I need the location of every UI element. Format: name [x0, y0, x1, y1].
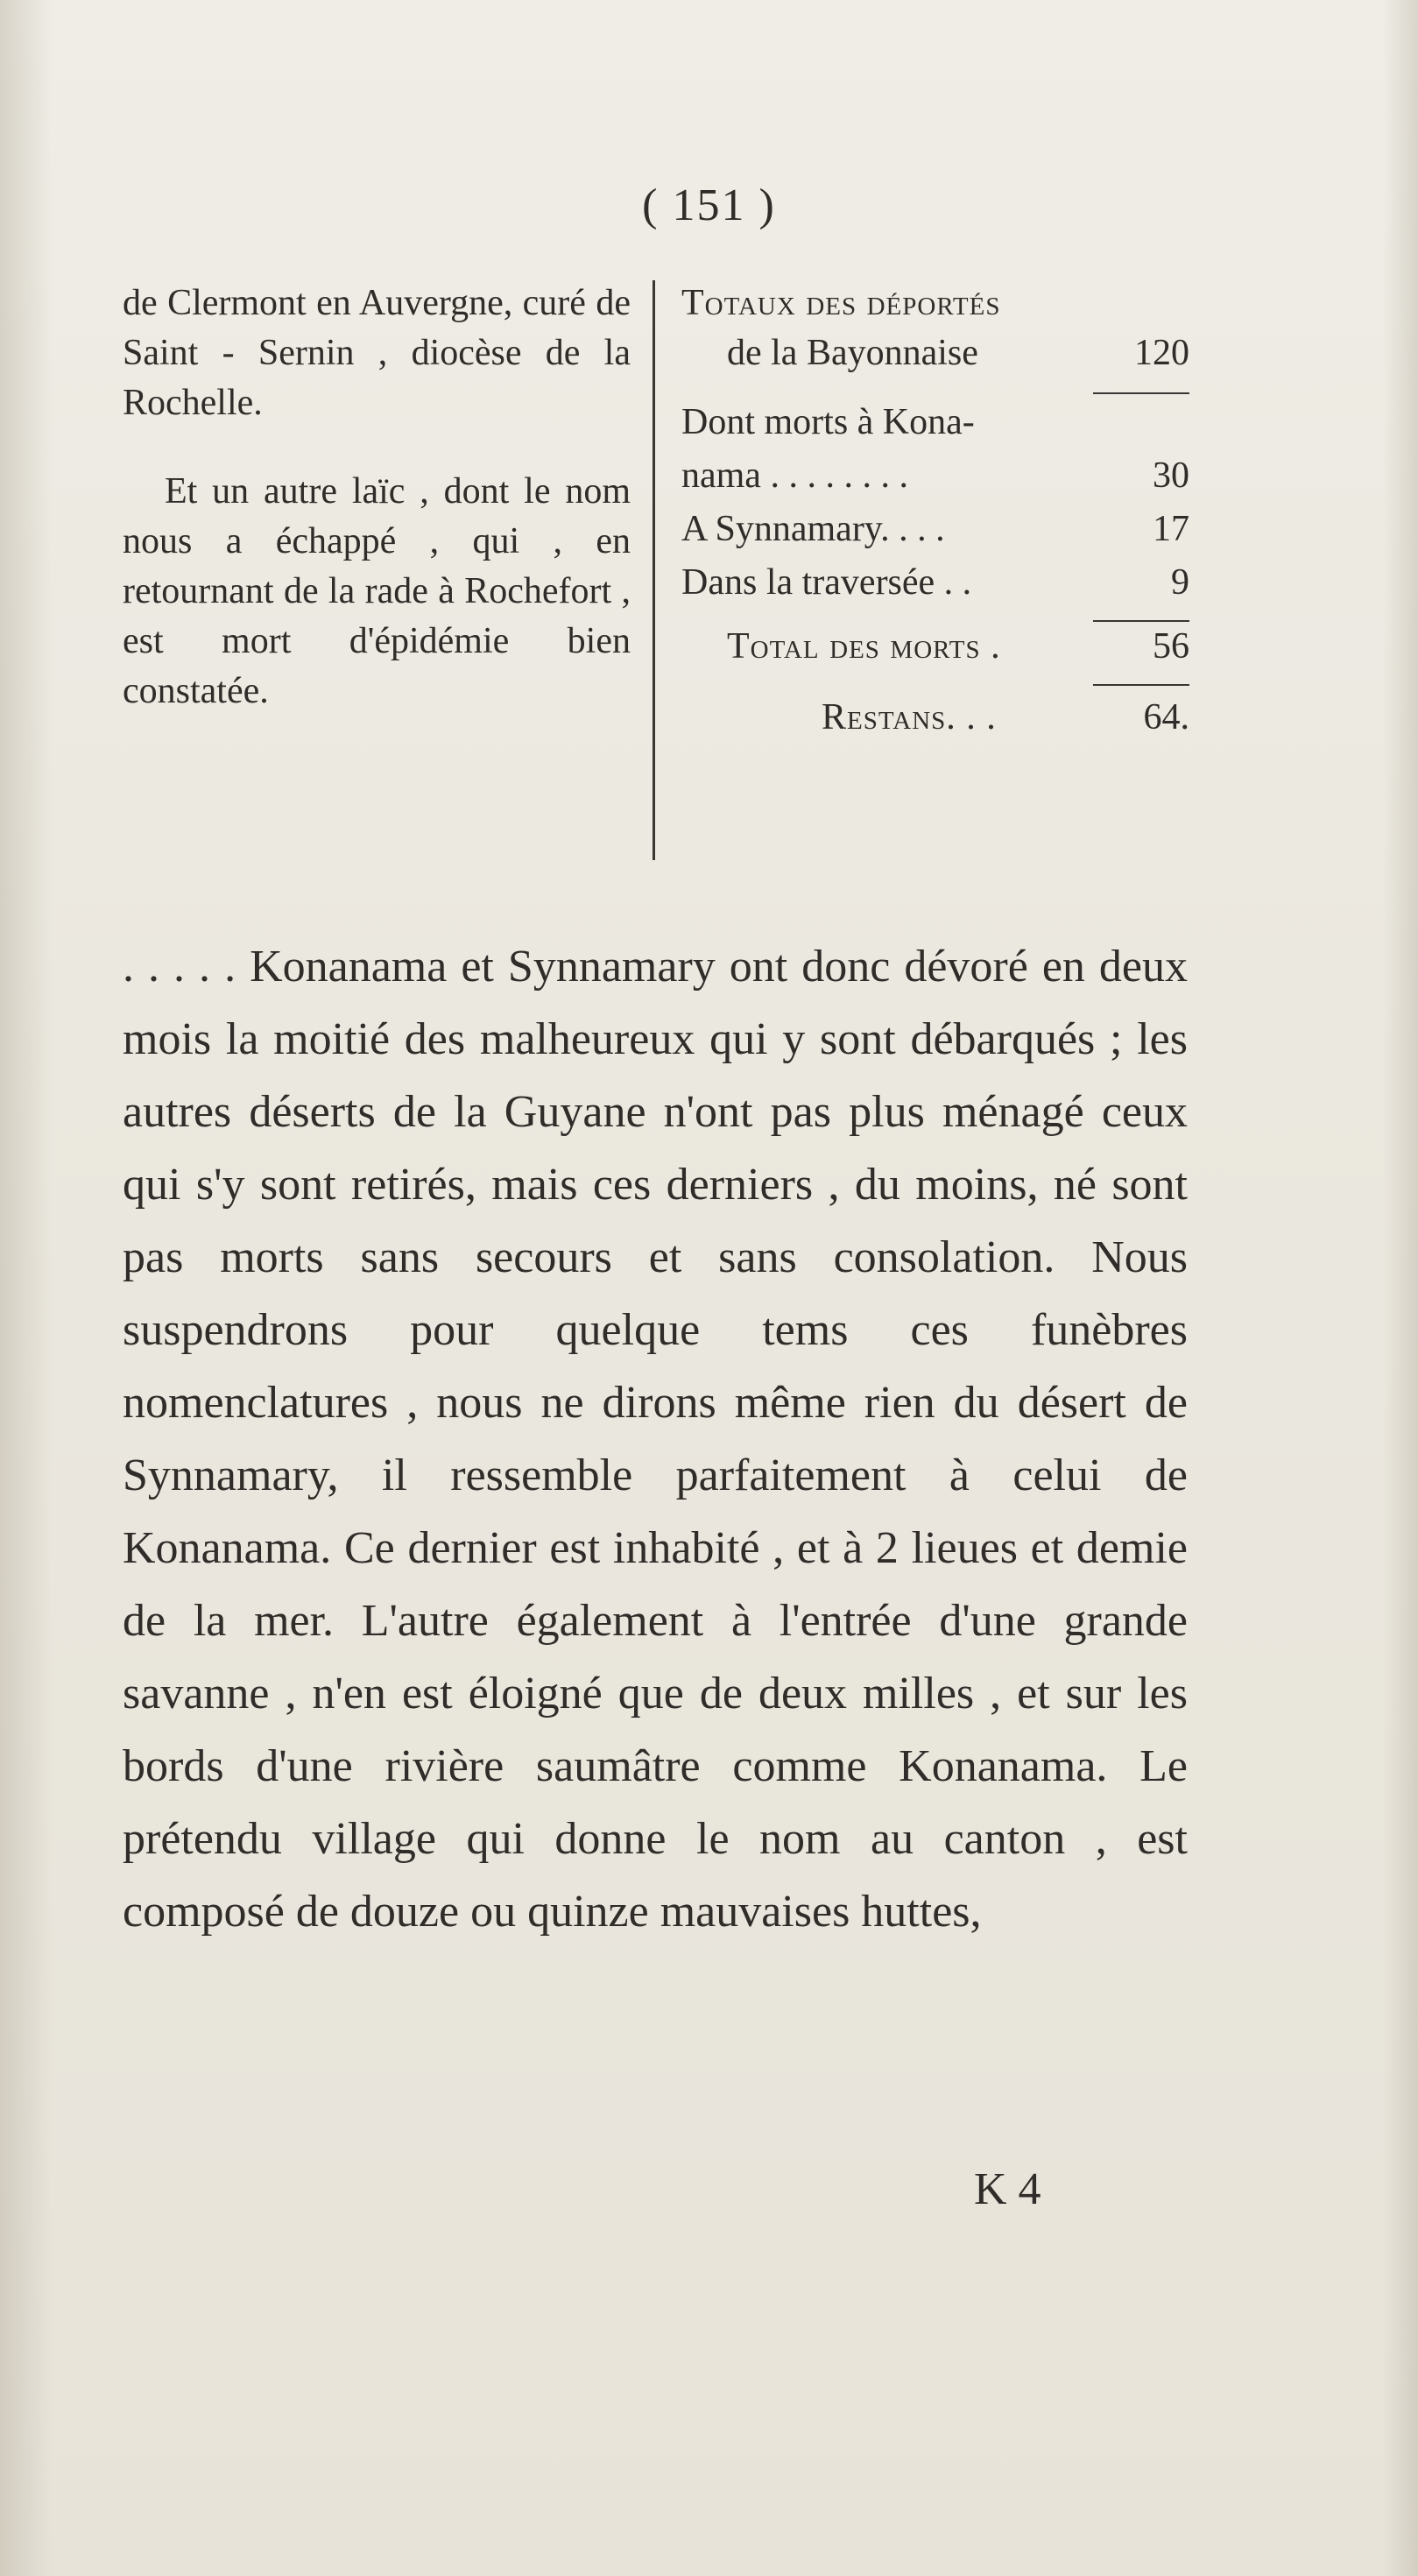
left-column-para-2: Et un autre laïc , dont le nom nous a échappé , qui , en retournant de la rade à Rochefort , est mort d'épidémie bien constatée.: [123, 471, 631, 711]
page-edge-shadow-right: [1383, 0, 1418, 2576]
tally-total-deportes-value: 120: [1134, 333, 1189, 373]
tally-total-morts-row: [681, 622, 1189, 672]
tally-total-morts-label: Total des morts .: [727, 626, 1001, 667]
tally-traversee-value: 9: [1171, 562, 1189, 603]
column-divider-rule: [653, 280, 655, 860]
tally-synnamary-label: A Synnamary. . . .: [681, 509, 945, 549]
tally-total-morts-value: 56: [1153, 626, 1189, 667]
page-edge-shadow-left: [0, 0, 53, 2576]
tally-restans-row: [681, 693, 1189, 743]
tally-dont-line-1: Dont morts à Kona-: [681, 402, 975, 442]
tally-restans-label: Restans. . .: [822, 697, 997, 738]
right-column-tally: [681, 279, 1189, 743]
signature-mark: K 4: [974, 2164, 1041, 2214]
tally-restans-value: 64.: [1143, 697, 1189, 738]
main-paragraph: . . . . . Konanama et Synnamary ont donc dévoré en deux mois la moitié des malheureux qui y sont débarqués ; les autres déserts de la Guyane n'ont pas plus ménagé ceux qui s'y sont retirés, mais ces derniers , du moins, né sont pas morts sans secours et sans consolation. Nous suspendrons pour quelque tems ces funèbres nomenclatures , nous ne dirons même rien du désert de Synnamary, il ressemble parfaitement à celui de Konanama. Ce dernier est inhabité , et à 2 lieues et demie de la mer. L'autre également à l'entrée d'une grande savanne , n'en est éloigné que de deux milles , et sur les bords d'une rivière saumâtre comme Konanama. Le prétendu village qui donne le nom au canton , est composé de douze ou quinze mauvaises huttes,: [123, 942, 1188, 1937]
tally-traversee-row: [681, 558, 1189, 608]
tally-synnamary-value: 17: [1153, 509, 1189, 549]
left-column: [123, 279, 631, 716]
tally-konanama-label: nama . . . . . . . .: [681, 455, 908, 496]
tally-konanama-value: 30: [1153, 455, 1189, 496]
tally-title-line-2: de la Bayonnaise: [727, 333, 978, 373]
page-number-header: ( 151 ): [642, 180, 776, 230]
main-body-text: [123, 930, 1188, 1948]
tally-total-deportes-row: [681, 328, 1189, 378]
tally-traversee-label: Dans la traversée . .: [681, 562, 972, 603]
left-column-para-1: de Clermont en Auvergne, curé de Saint - Sernin , diocèse de la Rochelle.: [123, 283, 631, 423]
tally-konanama-row: [681, 451, 1189, 501]
tally-title-line-1: Totaux des déportés: [681, 283, 1001, 323]
tally-synnamary-row: [681, 505, 1189, 554]
